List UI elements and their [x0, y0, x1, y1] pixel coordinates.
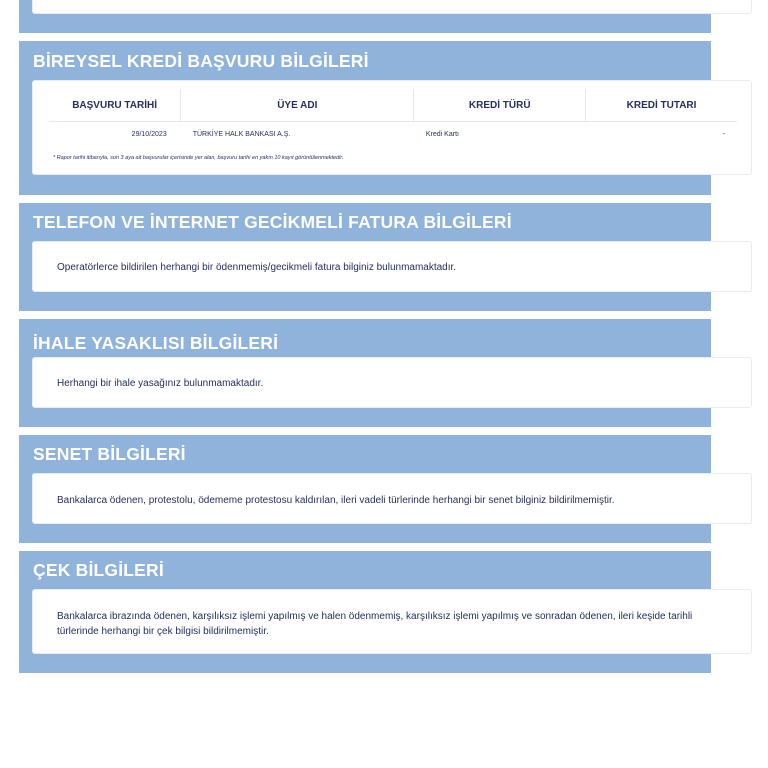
cell-date: 29/10/2023	[131, 130, 167, 138]
telefon-internet-panel	[32, 241, 752, 292]
column-header-member: ÜYE ADI	[181, 89, 414, 122]
bireysel-kredi-panel	[32, 80, 752, 175]
credit-application-table	[49, 89, 737, 146]
ihale-panel	[32, 357, 752, 408]
footnote: * Rapor tarihi itibarıyla, son 3 aya ait başvurular içerisinde yer alan, başvuru tarihi en yakın 10 kayıt görüntülenmektedir.	[53, 155, 344, 161]
cek-panel	[32, 589, 752, 654]
cek-text-line-1: Bankalarca ibrazında ödenen, karşılıksız işlemi yapılmış ve halen ödenmemiş, karşılıksız işlemi yapılmış ve sonradan ödenen, ileri keşide tarihli	[57, 611, 693, 622]
cell-credit-amount: -	[722, 130, 725, 138]
table-header-row	[49, 89, 737, 122]
column-header-credit-amount: KREDİ TUTARI	[586, 89, 737, 122]
previous-section-panel	[32, 0, 752, 14]
senet-title: SENET BİLGİLERİ	[33, 444, 186, 464]
ihale-text: Herhangi bir ihale yasağınız bulunmamaktadır.	[57, 378, 264, 389]
senet-panel	[32, 473, 752, 524]
telefon-internet-text: Operatörlerce bildirilen herhangi bir ödenmemiş/gecikmeli fatura bilginiz bulunmamaktadır.	[57, 262, 457, 273]
bireysel-kredi-title: BİREYSEL KREDİ BAŞVURU BİLGİLERİ	[33, 51, 369, 71]
cell-credit-type: Kredi Kartı	[425, 130, 459, 138]
ihale-title: İHALE YASAKLISI BİLGİLERİ	[33, 333, 279, 353]
telefon-internet-title: TELEFON VE İNTERNET GECİKMELİ FATURA BİLGİLERİ	[33, 212, 512, 232]
cek-text-line-2: türlerinde herhangi bir çek bilgisi bildirilmemiştir.	[57, 626, 269, 637]
cell-member: TÜRKİYE HALK BANKASI A.Ş.	[192, 130, 291, 138]
cek-title: ÇEK BİLGİLERİ	[33, 560, 164, 580]
senet-text: Bankalarca ödenen, protestolu, ödememe protestosu kaldırılan, ileri vadeli türlerinde herhangi bir senet bilginiz bildirilmemiştir.	[57, 495, 615, 506]
column-header-credit-type: KREDİ TÜRÜ	[414, 89, 586, 122]
table-row	[49, 122, 737, 147]
column-header-date: BAŞVURU TARİHİ	[49, 89, 181, 122]
